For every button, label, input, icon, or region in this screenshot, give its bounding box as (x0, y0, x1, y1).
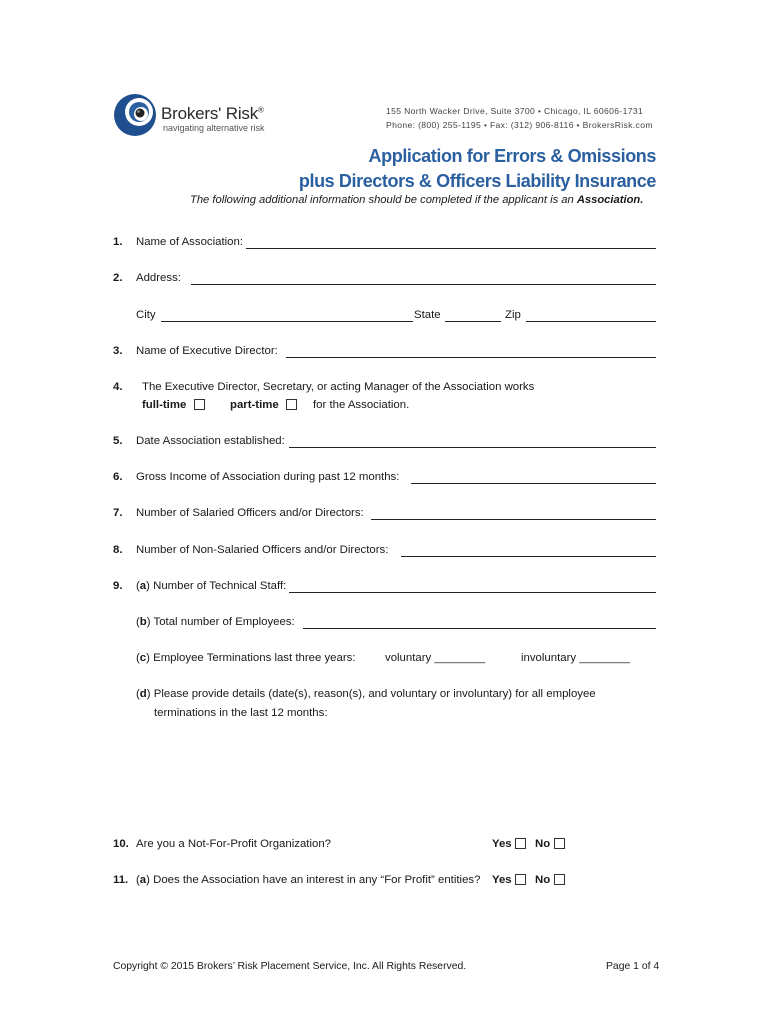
state-field[interactable] (445, 321, 501, 322)
q10-yes-label: Yes (492, 838, 512, 850)
technical-staff-field[interactable] (289, 592, 656, 593)
q2-label: Address: (136, 272, 181, 284)
q11-yes-label: Yes (492, 874, 512, 886)
q8-number: 8. (113, 544, 123, 556)
state-label: State (414, 309, 441, 321)
fulltime-label: full-time (142, 399, 187, 411)
form-title-line2: plus Directors & Officers Liability Insurance (298, 171, 656, 191)
fulltime-checkbox[interactable] (194, 399, 205, 410)
q10-number: 10. (113, 838, 129, 850)
q7-number: 7. (113, 507, 123, 519)
zip-label: Zip (505, 309, 521, 321)
termination-details-area[interactable] (136, 726, 656, 826)
q9d-label: (d) Please provide details (date(s), reason(s), and voluntary or involuntary) for all employee (136, 688, 596, 700)
city-label: City (136, 309, 156, 321)
q1-number: 1. (113, 236, 123, 248)
brand-tagline: navigating alternative risk (163, 123, 265, 133)
q8-label: Number of Non-Salaried Officers and/or Directors: (136, 544, 389, 556)
q10-label: Are you a Not-For-Profit Organization? (136, 838, 331, 850)
brokers-risk-logo-icon (113, 93, 157, 137)
q11-no-label: No (535, 874, 551, 886)
q11-yes-checkbox[interactable] (515, 874, 526, 885)
q4-label: The Executive Director, Secretary, or acting Manager of the Association works (142, 381, 535, 393)
form-instructions: The following additional information should be completed if the applicant is an Association. (190, 194, 644, 206)
company-contact: Phone: (800) 255-1195 • Fax: (312) 906-8116 • BrokersRisk.com (386, 120, 653, 130)
parttime-checkbox[interactable] (286, 399, 297, 410)
q3-label: Name of Executive Director: (136, 345, 278, 357)
q4-number: 4. (113, 381, 123, 393)
copyright-text: Copyright © 2015 Brokers’ Risk Placement Service, Inc. All Rights Reserved. (113, 961, 467, 972)
q7-label: Number of Salaried Officers and/or Directors: (136, 507, 364, 519)
executive-director-field[interactable] (286, 357, 656, 358)
total-employees-field[interactable] (303, 628, 656, 629)
q10-yes-checkbox[interactable] (515, 838, 526, 849)
date-established-field[interactable] (289, 447, 656, 448)
q11-number: 11. (113, 874, 129, 886)
q3-number: 3. (113, 345, 123, 357)
q11-label: (a) Does the Association have an interest in any “For Profit” entities? (136, 874, 481, 886)
q9b-label: (b) Total number of Employees: (136, 616, 295, 628)
q5-number: 5. (113, 435, 123, 447)
q4-suffix: for the Association. (313, 399, 410, 411)
q9c-label: (c) Employee Terminations last three years: (136, 652, 356, 664)
form-title-line1: Application for Errors & Omissions (368, 146, 656, 166)
q11-no-checkbox[interactable] (554, 874, 565, 885)
q2-number: 2. (113, 272, 123, 284)
q1-label: Name of Association: (136, 236, 243, 248)
company-address: 155 North Wacker Drive, Suite 3700 • Chicago, IL 60606-1731 (386, 106, 644, 116)
q6-number: 6. (113, 471, 123, 483)
q9a-label: (a) Number of Technical Staff: (136, 580, 287, 592)
q10-no-checkbox[interactable] (554, 838, 565, 849)
gross-income-field[interactable] (411, 483, 656, 484)
involuntary-field[interactable]: involuntary ________ (521, 652, 630, 664)
salaried-officers-field[interactable] (371, 519, 656, 520)
q9-number: 9. (113, 580, 123, 592)
q10-no-label: No (535, 838, 551, 850)
brand-name: Brokers' Risk® (161, 104, 264, 123)
non-salaried-officers-field[interactable] (401, 556, 656, 557)
address-field[interactable] (191, 284, 656, 285)
voluntary-field[interactable]: voluntary ________ (385, 652, 486, 664)
city-field[interactable] (161, 321, 413, 322)
zip-field[interactable] (526, 321, 656, 322)
page-number: Page 1 of 4 (606, 961, 660, 972)
q5-label: Date Association established: (136, 435, 285, 447)
association-name-field[interactable] (246, 248, 656, 249)
q9d-label-line2: terminations in the last 12 months: (154, 707, 328, 719)
parttime-label: part-time (230, 399, 279, 411)
q6-label: Gross Income of Association during past 12 months: (136, 471, 400, 483)
